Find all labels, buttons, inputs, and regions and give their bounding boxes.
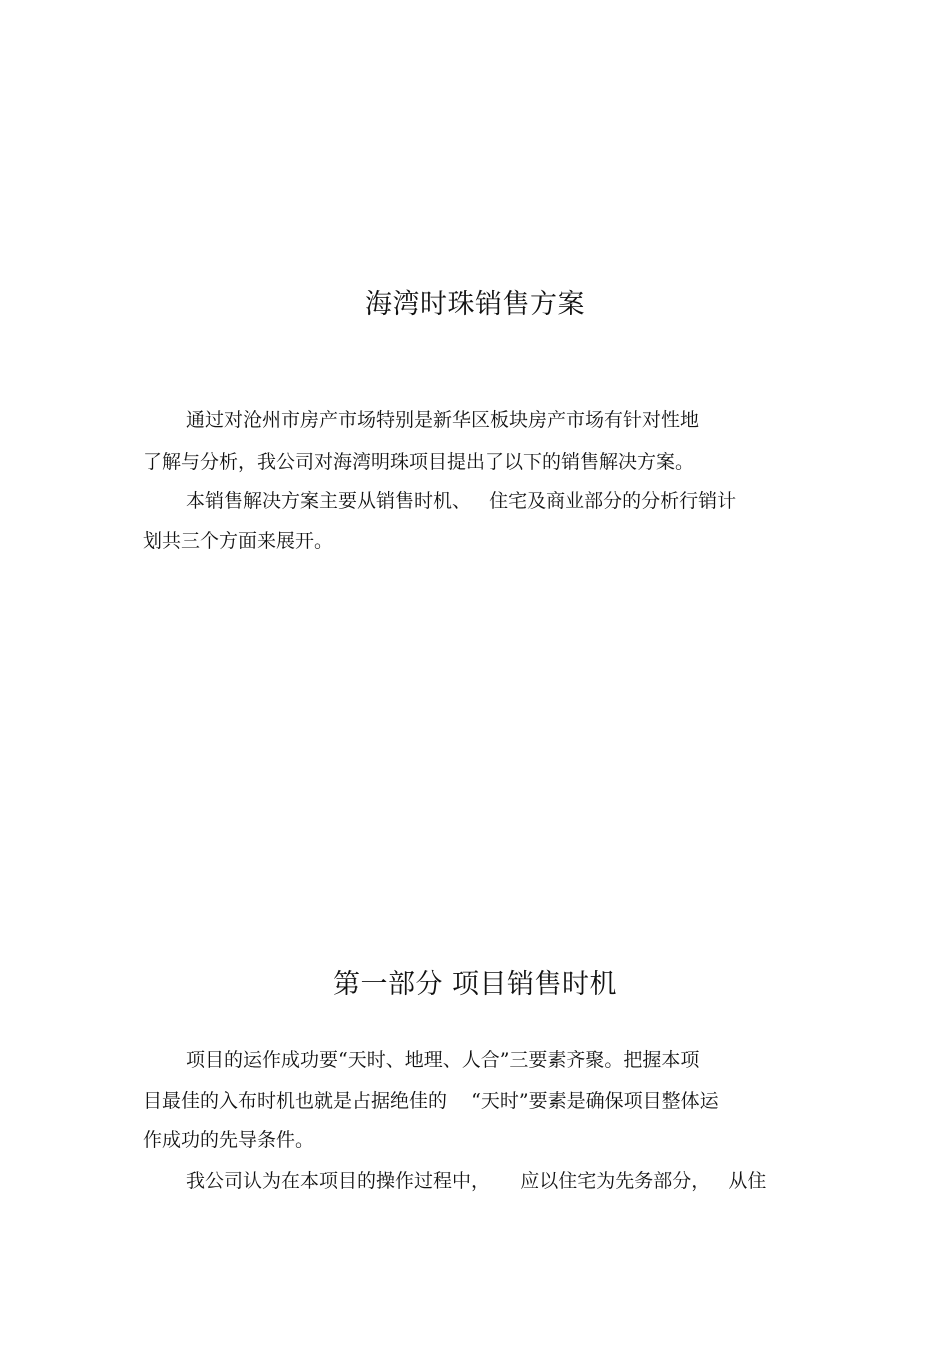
intro-line: 了解与分析，我公司对海湾明珠项目提出了以下的销售解决方案。 bbox=[143, 451, 695, 473]
section-line: 项目的运作成功要“天时、地理、人合”三要素齐聚。把握本项 bbox=[186, 1049, 700, 1071]
intro-line: 通过对沧州市房产市场特别是新华区板块房产市场有针对性地 bbox=[186, 409, 700, 431]
intro-line: 划共三个方面来展开。 bbox=[143, 530, 334, 552]
section-line: 目最佳的入布时机也就是占据绝佳的 “天时”要素是确保项目整体运 bbox=[143, 1090, 719, 1112]
section-line: 作成功的先导条件。 bbox=[143, 1129, 315, 1151]
document-title: 海湾时珠销售方案 bbox=[365, 289, 585, 320]
intro-line: 本销售解决方案主要从销售时机、 住宅及商业部分的分析行销计 bbox=[186, 490, 737, 512]
section-title: 第一部分 项目销售时机 bbox=[332, 969, 618, 1000]
section-line: 我公司认为在本项目的操作过程中， 应以住宅为先务部分， 从住 bbox=[186, 1170, 767, 1192]
